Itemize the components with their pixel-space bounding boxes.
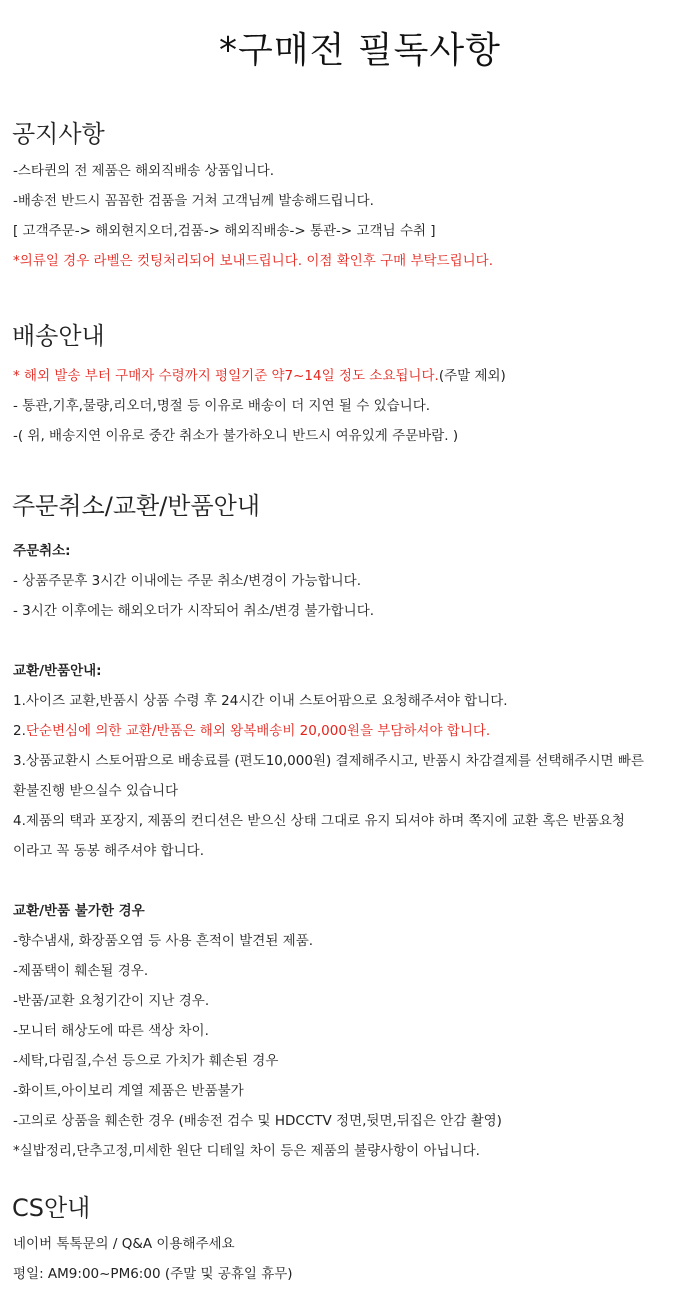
exchange-2-prefix: 2. [13,723,26,739]
shipping-line: - 통관,기후,물량,리오더,명절 등 이유로 배송이 더 지연 될 수 있습니다. [13,398,431,414]
exchange-2-red: 단순변심에 의한 교환/반품은 해외 왕복배송비 20,000원을 부담하셔야 합니다. [25,723,491,739]
notice-line-red: *의류일 경우 라벨은 컷팅처리되어 보내드립니다. 이점 확인후 구매 부탁드립니다. [13,253,494,269]
shipping-heading: 배송안내 [12,322,105,350]
exchange-line-4b: 이라고 꼭 동봉 해주셔야 합니다. [13,843,204,859]
unavailable-line: -세탁,다림질,수선 등으로 가치가 훼손된 경우 [13,1053,279,1069]
page-title: *구매전 필독사항 [219,30,501,71]
unavailable-line: *실밥정리,단추고정,미세한 원단 디테일 차이 등은 제품의 불량사항이 아닙니다. [13,1143,480,1159]
exchange-line-4a: 4.제품의 택과 포장지, 제품의 컨디션은 받으신 상태 그대로 유지 되셔야 하며 쪽지에 교환 혹은 반품요청 [13,813,625,829]
cancel-title: 주문취소: [13,543,71,559]
shipping-line: -( 위, 배송지연 이유로 중간 취소가 불가하오니 반드시 여유있게 주문바람. ) [13,428,459,444]
exchange-line-3b: 환불진행 받으실수 있습니다 [13,783,179,799]
notice-line: -스타퀸의 전 제품은 해외직배송 상품입니다. [13,163,275,179]
notice-line: [ 고객주문-> 해외현지오더,검품-> 해외직배송-> 통관-> 고객님 수취 ] [13,223,436,239]
exchange-title: 교환/반품안내: [13,663,102,679]
cancel-line: - 3시간 이후에는 해외오더가 시작되어 취소/변경 불가합니다. [13,603,375,619]
notice-heading: 공지사항 [12,120,105,148]
exchange-line-3a: 3.상품교환시 스토어팜으로 배송료를 (편도10,000원) 결제해주시고, 반품시 차감결제를 선택해주시면 빠른 [13,753,644,769]
exchange-line-2 [13,719,490,739]
exchange-line-1: 1.사이즈 교환,반품시 상품 수령 후 24시간 이내 스토어팜으로 요청해주셔야 합니다. [13,693,508,709]
cs-line: 평일: AM9:00~PM6:00 (주말 및 공휴일 휴무) [13,1266,293,1282]
unavailable-line: -반품/교환 요청기간이 지난 경우. [13,993,210,1009]
cs-heading: CS안내 [12,1194,91,1222]
unavailable-line: -고의로 상품을 훼손한 경우 (배송전 검수 및 HDCCTV 정면,뒷면,뒤집은 안감 촬영) [13,1113,502,1129]
shipping-duration-tail: (주말 제외) [438,368,506,384]
unavailable-line: -향수냄새, 화장품오염 등 사용 흔적이 발견된 제품. [13,933,314,949]
unavailable-line: -제품택이 훼손될 경우. [13,963,149,979]
shipping-duration-red: * 해외 발송 부터 구매자 수령까지 평일기준 약7~14일 정도 소요됩니다. [13,368,439,384]
cs-line: 네이버 톡톡문의 / Q&A 이용해주세요 [13,1236,235,1252]
cancel-line: - 상품주문후 3시간 이내에는 주문 취소/변경이 가능합니다. [13,573,361,589]
notice-line: -배송전 반드시 꼼꼼한 검품을 거쳐 고객님께 발송해드립니다. [13,193,374,209]
unavailable-title: 교환/반품 불가한 경우 [13,903,145,919]
unavailable-line: -화이트,아이보리 계열 제품은 반품불가 [13,1083,244,1099]
shipping-line-1 [13,364,506,384]
returns-heading: 주문취소/교환/반품안내 [12,492,261,520]
unavailable-line: -모니터 해상도에 따른 색상 차이. [13,1023,209,1039]
